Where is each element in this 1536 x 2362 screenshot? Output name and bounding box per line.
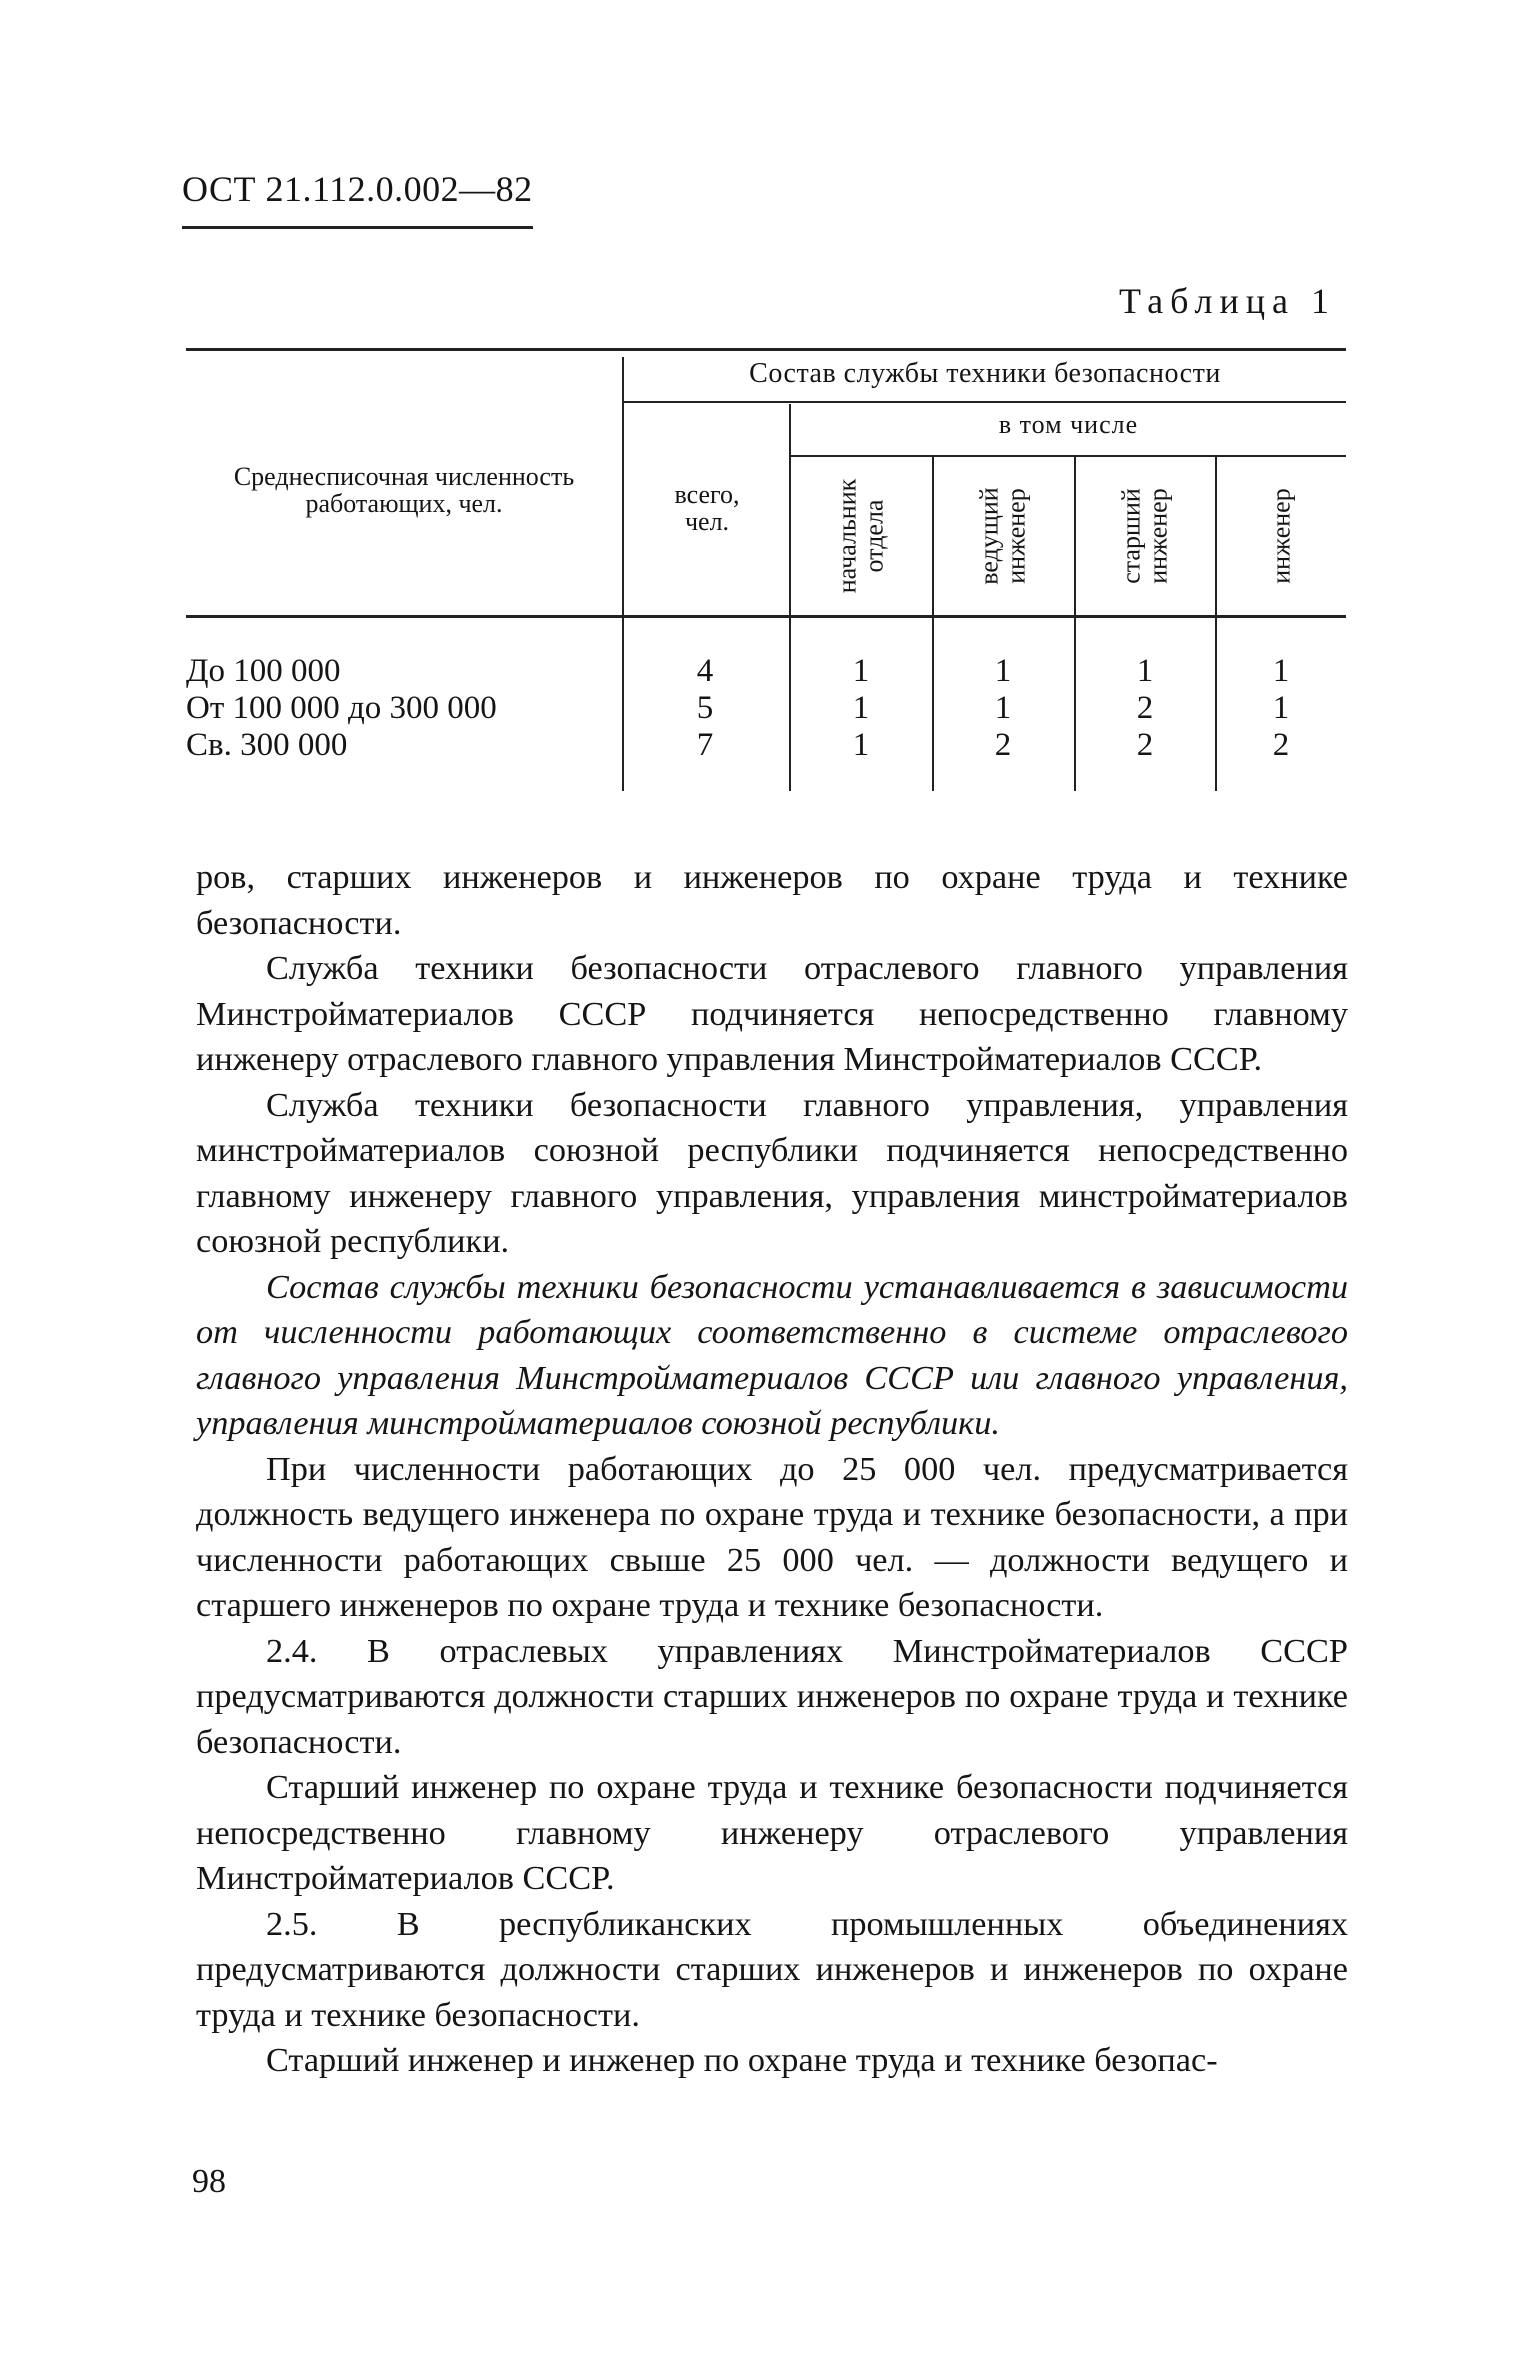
row-header-label: Среднесписочная численность работающих, чел.	[233, 462, 575, 519]
cell-total: 4	[696, 653, 714, 689]
column-header-senior-engineer: старший инженер	[1116, 488, 1173, 584]
cell-engineer: 1	[1272, 690, 1290, 726]
row-label: От 100 000 до 300 000	[186, 690, 497, 726]
staffing-table	[186, 348, 1346, 796]
cell-head-of-department: 1	[852, 653, 870, 689]
subgroup-header: в том числе	[998, 410, 1139, 439]
column-header-lead-engineer: ведущий инженер	[974, 487, 1031, 585]
page-number: 98	[192, 2163, 226, 2200]
row-label: Св. 300 000	[186, 727, 348, 763]
body-text	[196, 855, 1348, 2084]
cell-senior-engineer: 2	[1136, 727, 1154, 763]
cell-senior-engineer: 1	[1136, 653, 1154, 689]
paragraph: 2.4. В отраслевых управлениях Минстройматериалов СССР предусматриваются должности старших инженеров по охране труда и технике безопасности.	[196, 1631, 1348, 1761]
paragraph: Старший инженер и инженер по охране труда и технике безопас-	[266, 2041, 1218, 2079]
cell-senior-engineer: 2	[1136, 690, 1154, 726]
column-header-head-of-department: начальник отдела	[832, 478, 889, 594]
row-label: До 100 000	[186, 653, 341, 689]
group-header: Состав службы техники безопасности	[749, 358, 1221, 389]
cell-head-of-department: 1	[852, 727, 870, 763]
cell-engineer: 2	[1272, 727, 1290, 763]
cell-total: 5	[696, 690, 714, 726]
paragraph: Состав службы техники безопасности устанавливается в зависимости от численности работающих соответственно в системе отраслевого главного управления Минстройматериалов СССР или главного управления, управления минстройматериалов союзной республики.	[196, 1267, 1348, 1442]
paragraph: Служба техники безопасности отраслевого главного управления Минстройматериалов СССР подчиняется непосредственно главному инженеру отраслевого главного управления Минстройматериалов СССР.	[196, 949, 1348, 1078]
total-column-header: всего, чел.	[674, 480, 740, 537]
table-divider	[1215, 457, 1217, 791]
table-divider	[1074, 457, 1076, 791]
cell-head-of-department: 1	[852, 690, 870, 726]
table-divider	[789, 455, 1346, 457]
table-divider	[932, 457, 934, 791]
column-header-engineer: инженер	[1266, 488, 1296, 584]
table-divider	[622, 357, 624, 791]
cell-engineer: 1	[1272, 653, 1290, 689]
table-divider	[789, 404, 791, 791]
table-divider	[622, 401, 1346, 403]
table-divider	[186, 615, 1346, 618]
paragraph: При численности работающих до 25 000 чел. предусматривается должность ведущего инженера по охране труда и технике безопасности, а при численности работающих свыше 25 000 чел. — должности ведущего и старшего инженеров по охране труда и технике безопасности.	[196, 1449, 1348, 1624]
paragraph: ров, старших инженеров и инженеров по охране труда и технике безопасности.	[196, 858, 1348, 942]
paragraph: Служба техники безопасности главного управления, управления минстройматериалов союзной республики подчиняется непосредственно главному инженеру главного управления, управления минстройматериалов союзной республики.	[196, 1085, 1348, 1260]
document-code: ОСТ 21.112.0.002—82	[182, 168, 533, 229]
cell-lead-engineer: 1	[994, 690, 1012, 726]
cell-total: 7	[696, 727, 714, 763]
paragraph: Старший инженер по охране труда и технике безопасности подчиняется непосредственно главному инженеру отраслевого управления Минстройматериалов СССР.	[196, 1768, 1348, 1897]
cell-lead-engineer: 1	[994, 653, 1012, 689]
table-caption: Таблица 1	[1119, 281, 1336, 321]
paragraph: 2.5. В республиканских промышленных объединениях предусматриваются должности старших инженеров и инженеров по охране труда и технике безопасности.	[196, 1904, 1348, 2034]
cell-lead-engineer: 2	[994, 727, 1012, 763]
